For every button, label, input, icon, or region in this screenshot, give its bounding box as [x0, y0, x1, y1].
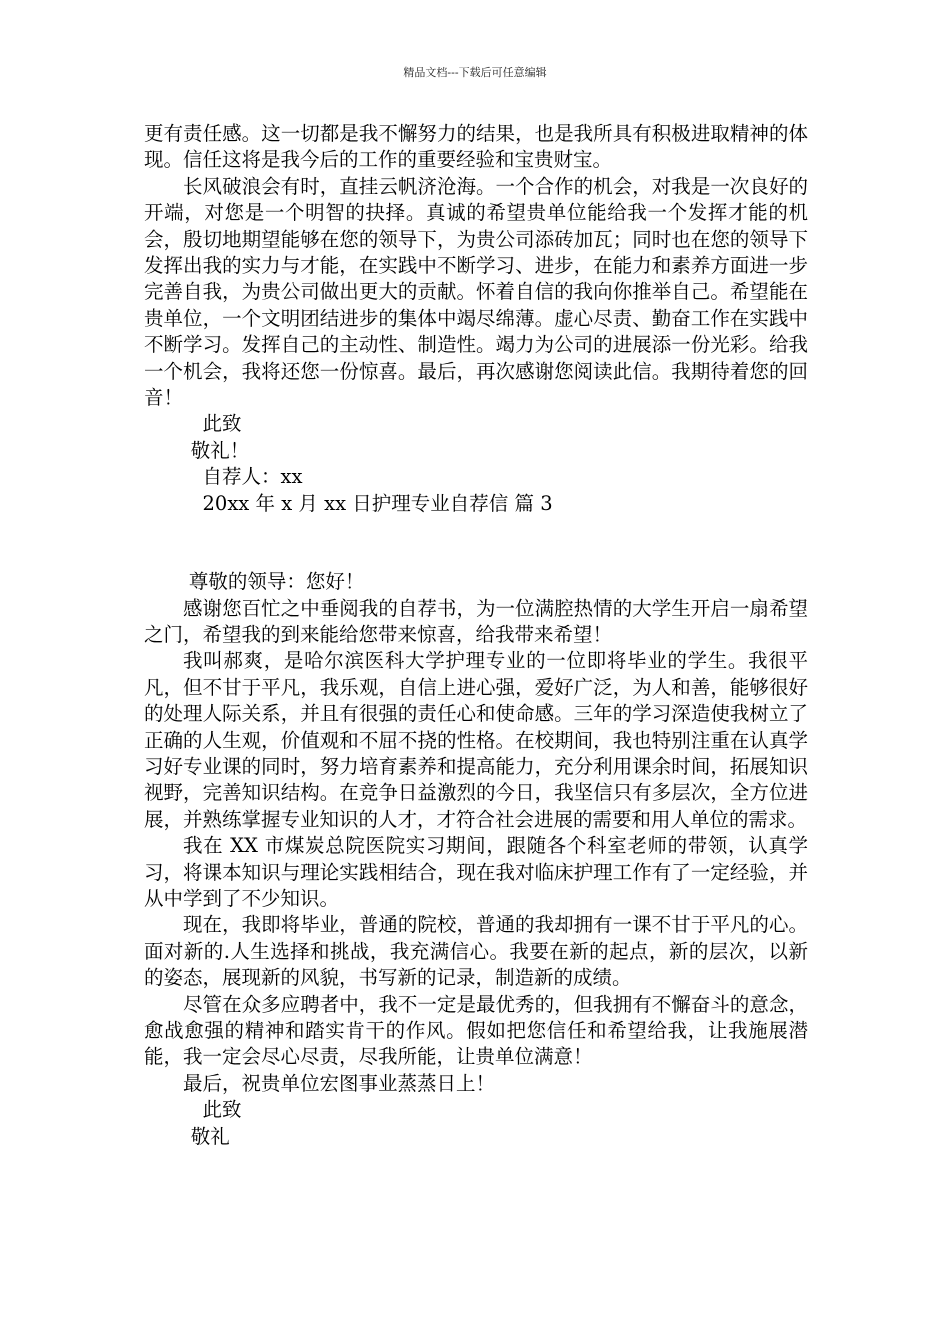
- paragraph-graduation: 现在，我即将毕业，普通的院校，普通的我却拥有一课不甘于平凡的心。面对新的.人生选择和挑战，我充满信心。我要在新的起点，新的层次，以新的姿态，展现新的风貌，书写新的记录，制造新的成绩。: [144, 913, 808, 990]
- closing-cizhi: 此致: [202, 412, 242, 436]
- closing-salute-2: 敬礼: [190, 1124, 230, 1148]
- closing-cizhi-2: 此致: [202, 1098, 242, 1122]
- page-header: 精品文档---下载后可任意编辑: [403, 66, 547, 79]
- paragraph-internship: 我在 XX 市煤炭总院医院实习期间，跟随各个科室老师的带领，认真学习，将课本知识与理论实践相结合，现在我对临床护理工作有了一定经验，并从中学到了不少知识。: [144, 834, 808, 910]
- date-and-title: 20xx 年 x 月 xx 日护理专业自荐信 篇 3: [202, 491, 553, 515]
- paragraph-commitment: 尽管在众多应聘者中，我不一定是最优秀的，但我拥有不懈奋斗的意念，愈战愈强的精神和踏实肯干的作风。假如把您信任和希望给我，让我施展潜能，我一定会尽心尽责，尽我所能，让贵单位满意！: [144, 992, 808, 1069]
- letter-greeting: 尊敬的领导：您好！: [188, 570, 365, 594]
- closing-salute: 敬礼！: [190, 438, 250, 462]
- signer-line: 自荐人：xx: [202, 465, 303, 489]
- paragraph-wishes: 最后，祝贵单位宏图事业蒸蒸日上！: [183, 1071, 496, 1095]
- document-body: [144, 121, 808, 1150]
- paragraph-thanks: 感谢您百忙之中垂阅我的自荐书，为一位满腔热情的大学生开启一扇希望之门，希望我的到来能给您带来惊喜，给我带来希望！: [144, 596, 808, 646]
- paragraph-aspiration: 长风破浪会有时，直挂云帆济沧海。一个合作的机会，对我是一次良好的开端，对您是一个明智的抉择。真诚的希望贵单位能给我一个发挥才能的机会，殷切地期望能够在您的领导下，为贵公司添砖加瓦；同时也在您的领导下发挥出我的实力与才能，在实践中不断学习、进步，在能力和素养方面进一步完善自我，为贵公司做出更大的贡献。怀着自信的我向你推举自己。希望能在贵单位，一个文明团结进步的集体中竭尽绵薄。虚心尽责、勤奋工作在实践中不断学习。发挥自己的主动性、制造性。竭力为公司的进展添一份光彩。给我一个机会，我将还您一份惊喜。最后，再次感谢您阅读此信。我期待着您的回音！: [144, 174, 808, 410]
- section-gap: [144, 517, 808, 569]
- paragraph-continuation: 更有责任感。这一切都是我不懈努力的结果，也是我所具有积极进取精神的体现。信任这将是我今后的工作的重要经验和宝贵财宝。: [144, 122, 808, 172]
- paragraph-self-intro: 我叫郝爽，是哈尔滨医科大学护理专业的一位即将毕业的学生。我很平凡，但不甘于平凡，我乐观，自信上进心强，爱好广泛，为人和善，能够很好的处理人际关系，并且有很强的责任心和使命感。三年的学习深造使我树立了正确的人生观，价值观和不屈不挠的性格。在校期间，我也特别注重在认真学习好专业课的同时，努力培育素养和提高能力，充分利用课余时间，拓展知识视野，完善知识结构。在竞争日益激烈的今日，我坚信只有多层次，全方位进展，并熟练掌握专业知识的人才，才符合社会进展的需要和用人单位的需求。: [144, 649, 808, 831]
